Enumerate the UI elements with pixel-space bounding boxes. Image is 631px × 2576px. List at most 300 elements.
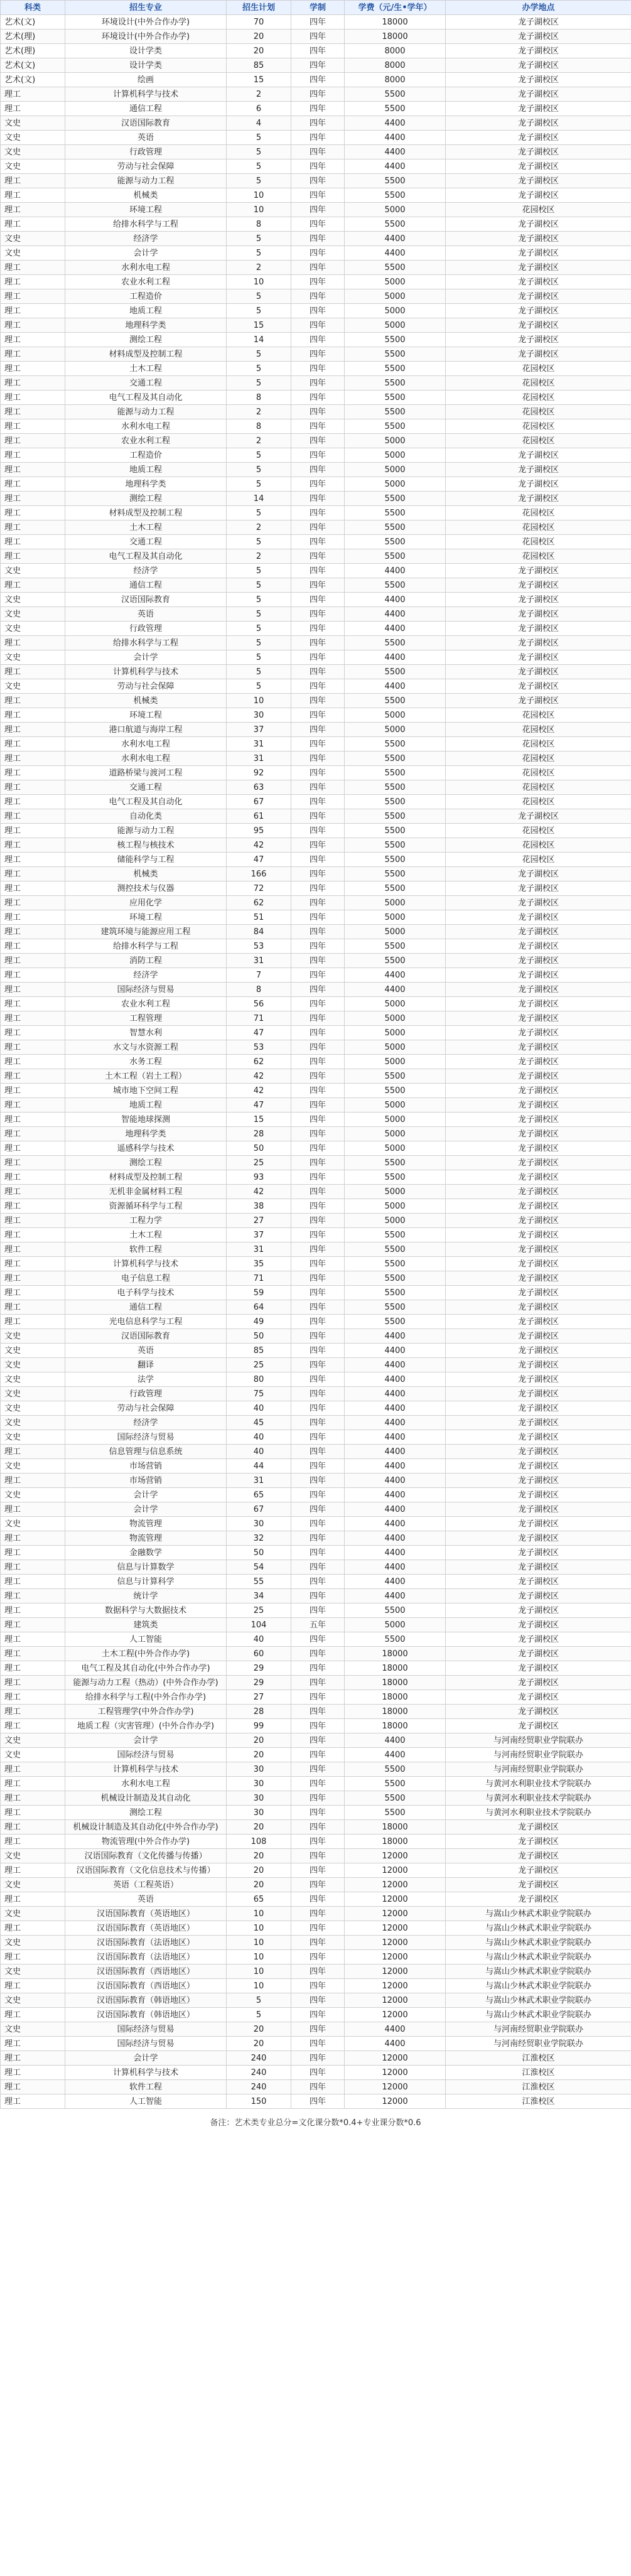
table-row [1, 1474, 631, 1488]
table-row [1, 838, 631, 853]
duration-cell: 四年 [291, 58, 345, 73]
table-row [1, 1170, 631, 1185]
campus-cell: 龙子湖校区 [446, 463, 631, 477]
tuition-cell: 5000 [345, 1040, 446, 1055]
campus-cell: 龙子湖校区 [446, 261, 631, 275]
category-cell: 理工 [1, 217, 65, 232]
major-cell: 水利水电工程 [65, 752, 227, 766]
major-cell: 金融数学 [65, 1546, 227, 1560]
table-row [1, 159, 631, 174]
campus-cell: 龙子湖校区 [446, 1531, 631, 1546]
table-row [1, 1603, 631, 1618]
campus-cell: 龙子湖校区 [446, 1098, 631, 1113]
tuition-cell: 18000 [345, 1690, 446, 1705]
duration-cell: 四年 [291, 1026, 345, 1040]
major-cell: 农业水利工程 [65, 434, 227, 448]
campus-cell: 龙子湖校区 [446, 679, 631, 694]
duration-cell: 四年 [291, 362, 345, 376]
footnote: 备注：艺术类专业总分=文化课分数*0.4+专业课分数*0.6 [210, 2118, 421, 2128]
campus-cell: 花园校区 [446, 549, 631, 564]
major-cell: 英语 [65, 1892, 227, 1907]
plan-cell: 10 [227, 1921, 291, 1936]
duration-cell: 四年 [291, 564, 345, 578]
tuition-cell: 4400 [345, 564, 446, 578]
category-cell: 理工 [1, 1271, 65, 1286]
category-cell: 文史 [1, 1344, 65, 1358]
major-cell: 材料成型及控制工程 [65, 1170, 227, 1185]
duration-cell: 四年 [291, 1603, 345, 1618]
table-row [1, 1242, 631, 1257]
table-row [1, 1040, 631, 1055]
plan-cell: 10 [227, 1979, 291, 1993]
major-cell: 行政管理 [65, 145, 227, 159]
duration-cell: 四年 [291, 1806, 345, 1820]
category-cell: 文史 [1, 116, 65, 131]
tuition-cell: 5500 [345, 1777, 446, 1791]
tuition-cell: 12000 [345, 1936, 446, 1950]
category-cell: 理工 [1, 968, 65, 983]
tuition-cell: 4400 [345, 1387, 446, 1401]
duration-cell: 四年 [291, 2008, 345, 2022]
duration-cell: 四年 [291, 1921, 345, 1936]
table-row [1, 1084, 631, 1098]
table-row [1, 2037, 631, 2051]
campus-cell: 花园校区 [446, 766, 631, 780]
category-cell: 理工 [1, 867, 65, 881]
major-cell: 水务工程 [65, 1055, 227, 1069]
tuition-cell: 5500 [345, 549, 446, 564]
major-cell: 材料成型及控制工程 [65, 506, 227, 520]
category-cell: 理工 [1, 708, 65, 723]
category-cell: 艺术(理) [1, 44, 65, 58]
plan-cell: 35 [227, 1257, 291, 1271]
table-row [1, 1098, 631, 1113]
category-cell: 文史 [1, 1878, 65, 1892]
campus-cell: 龙子湖校区 [446, 1474, 631, 1488]
plan-cell: 6 [227, 102, 291, 116]
campus-cell: 龙子湖校区 [446, 1113, 631, 1127]
tuition-cell: 5500 [345, 1069, 446, 1084]
tuition-cell: 5500 [345, 752, 446, 766]
major-cell: 资源循环科学与工程 [65, 1199, 227, 1214]
plan-cell: 65 [227, 1892, 291, 1907]
tuition-cell: 5500 [345, 362, 446, 376]
duration-cell: 四年 [291, 15, 345, 30]
header-campus: 办学地点 [446, 1, 631, 15]
table-row [1, 925, 631, 939]
duration-cell: 四年 [291, 1546, 345, 1560]
plan-cell: 5 [227, 506, 291, 520]
plan-cell: 44 [227, 1459, 291, 1474]
table-row [1, 1344, 631, 1358]
major-cell: 经济学 [65, 564, 227, 578]
major-cell: 会计学 [65, 1733, 227, 1748]
table-row [1, 622, 631, 636]
plan-cell: 40 [227, 1430, 291, 1445]
duration-cell: 四年 [291, 997, 345, 1011]
table-row [1, 1762, 631, 1777]
table-row [1, 1185, 631, 1199]
duration-cell: 四年 [291, 174, 345, 188]
table-row [1, 1748, 631, 1762]
category-cell: 理工 [1, 636, 65, 650]
campus-cell: 龙子湖校区 [446, 1835, 631, 1849]
category-cell: 理工 [1, 1445, 65, 1459]
plan-cell: 31 [227, 1474, 291, 1488]
category-cell: 理工 [1, 1791, 65, 1806]
tuition-cell: 12000 [345, 1863, 446, 1878]
plan-cell: 45 [227, 1416, 291, 1430]
duration-cell: 四年 [291, 1170, 345, 1185]
plan-cell: 50 [227, 1546, 291, 1560]
major-cell: 工程造价 [65, 448, 227, 463]
tuition-cell: 5500 [345, 766, 446, 780]
major-cell: 通信工程 [65, 102, 227, 116]
major-cell: 自动化类 [65, 809, 227, 824]
table-row [1, 58, 631, 73]
table-row [1, 2008, 631, 2022]
tuition-cell: 12000 [345, 2008, 446, 2022]
duration-cell: 四年 [291, 1835, 345, 1849]
major-cell: 测绘工程 [65, 333, 227, 347]
plan-cell: 53 [227, 939, 291, 954]
major-cell: 计算机科学与技术 [65, 2066, 227, 2080]
plan-cell: 95 [227, 824, 291, 838]
category-cell: 理工 [1, 1690, 65, 1705]
major-cell: 数据科学与大数据技术 [65, 1603, 227, 1618]
major-cell: 地质工程 [65, 463, 227, 477]
duration-cell: 四年 [291, 1733, 345, 1748]
major-cell: 经济学 [65, 968, 227, 983]
duration-cell: 四年 [291, 2080, 345, 2094]
plan-cell: 99 [227, 1719, 291, 1733]
tuition-cell: 4400 [345, 1459, 446, 1474]
campus-cell: 龙子湖校区 [446, 1228, 631, 1242]
table-row [1, 867, 631, 881]
table-row [1, 780, 631, 795]
plan-cell: 8 [227, 419, 291, 434]
duration-cell: 四年 [291, 809, 345, 824]
plan-cell: 55 [227, 1575, 291, 1589]
campus-cell: 龙子湖校区 [446, 1300, 631, 1315]
plan-cell: 20 [227, 1878, 291, 1892]
duration-cell: 四年 [291, 1141, 345, 1156]
campus-cell: 花园校区 [446, 535, 631, 549]
major-cell: 土木工程 [65, 520, 227, 535]
major-cell: 汉语国际教育（文化传播与传播） [65, 1849, 227, 1863]
table-row [1, 968, 631, 983]
major-cell: 经济学 [65, 1416, 227, 1430]
campus-cell: 龙子湖校区 [446, 1459, 631, 1474]
table-row [1, 650, 631, 665]
table-row [1, 1372, 631, 1387]
duration-cell: 四年 [291, 1387, 345, 1401]
plan-cell: 29 [227, 1661, 291, 1676]
duration-cell: 四年 [291, 2037, 345, 2051]
table-row [1, 1690, 631, 1705]
tuition-cell: 12000 [345, 2066, 446, 2080]
plan-cell: 34 [227, 1589, 291, 1603]
duration-cell: 四年 [291, 737, 345, 752]
campus-cell: 龙子湖校区 [446, 636, 631, 650]
plan-cell: 85 [227, 1344, 291, 1358]
table-row [1, 1026, 631, 1040]
duration-cell: 四年 [291, 535, 345, 549]
category-cell: 理工 [1, 376, 65, 391]
campus-cell: 龙子湖校区 [446, 188, 631, 203]
campus-cell: 与嵩山少林武术职业学院联办 [446, 1936, 631, 1950]
campus-cell: 龙子湖校区 [446, 1011, 631, 1026]
major-cell: 能源与动力工程（热动）(中外合作办学) [65, 1676, 227, 1690]
major-cell: 交通工程 [65, 780, 227, 795]
campus-cell: 龙子湖校区 [446, 304, 631, 318]
tuition-cell: 5500 [345, 1271, 446, 1286]
major-cell: 国际经济与贸易 [65, 1430, 227, 1445]
plan-cell: 20 [227, 30, 291, 44]
table-row [1, 289, 631, 304]
major-cell: 道路桥梁与渡河工程 [65, 766, 227, 780]
table-row [1, 203, 631, 217]
duration-cell: 四年 [291, 188, 345, 203]
category-cell: 理工 [1, 333, 65, 347]
major-cell: 会计学 [65, 1488, 227, 1502]
duration-cell: 四年 [291, 1575, 345, 1589]
plan-cell: 240 [227, 2051, 291, 2066]
tuition-cell: 4400 [345, 679, 446, 694]
campus-cell: 龙子湖校区 [446, 896, 631, 910]
category-cell: 艺术(文) [1, 15, 65, 30]
major-cell: 地理科学类 [65, 318, 227, 333]
plan-cell: 49 [227, 1315, 291, 1329]
duration-cell: 四年 [291, 1242, 345, 1257]
category-cell: 理工 [1, 1300, 65, 1315]
plan-cell: 5 [227, 665, 291, 679]
category-cell: 理工 [1, 1055, 65, 1069]
table-row [1, 362, 631, 376]
major-cell: 智慧水利 [65, 1026, 227, 1040]
header-plan: 招生计划 [227, 1, 291, 15]
duration-cell: 四年 [291, 1185, 345, 1199]
plan-cell: 5 [227, 679, 291, 694]
major-cell: 物流管理 [65, 1531, 227, 1546]
category-cell: 文史 [1, 650, 65, 665]
category-cell: 理工 [1, 939, 65, 954]
tuition-cell: 12000 [345, 1950, 446, 1964]
campus-cell: 龙子湖校区 [446, 939, 631, 954]
plan-cell: 5 [227, 174, 291, 188]
table-row [1, 232, 631, 246]
table-row [1, 1950, 631, 1964]
major-cell: 汉语国际教育（英语地区） [65, 1921, 227, 1936]
plan-cell: 5 [227, 347, 291, 362]
major-cell: 光电信息科学与工程 [65, 1315, 227, 1329]
major-cell: 国际经济与贸易 [65, 1748, 227, 1762]
plan-cell: 5 [227, 535, 291, 549]
plan-cell: 50 [227, 1329, 291, 1344]
tuition-cell: 5500 [345, 535, 446, 549]
duration-cell: 四年 [291, 1964, 345, 1979]
table-row [1, 1214, 631, 1228]
duration-cell: 四年 [291, 1748, 345, 1762]
category-cell: 理工 [1, 463, 65, 477]
tuition-cell: 4400 [345, 159, 446, 174]
tuition-cell: 5000 [345, 925, 446, 939]
plan-cell: 5 [227, 477, 291, 492]
tuition-cell: 5000 [345, 1113, 446, 1127]
major-cell: 人工智能 [65, 2094, 227, 2109]
duration-cell: 四年 [291, 1661, 345, 1676]
duration-cell: 四年 [291, 1531, 345, 1546]
major-cell: 给排水科学与工程 [65, 217, 227, 232]
header-duration: 学制 [291, 1, 345, 15]
category-cell: 理工 [1, 1632, 65, 1647]
table-row [1, 1676, 631, 1690]
table-row [1, 1791, 631, 1806]
major-cell: 汉语国际教育（法语地区） [65, 1950, 227, 1964]
plan-cell: 47 [227, 853, 291, 867]
duration-cell: 四年 [291, 1676, 345, 1690]
table-row [1, 477, 631, 492]
plan-cell: 40 [227, 1632, 291, 1647]
duration-cell: 四年 [291, 448, 345, 463]
major-cell: 电气工程及其自动化(中外合作办学) [65, 1661, 227, 1676]
category-cell: 文史 [1, 607, 65, 622]
campus-cell: 龙子湖校区 [446, 448, 631, 463]
tuition-cell: 12000 [345, 1849, 446, 1863]
header-major: 招生专业 [65, 1, 227, 15]
tuition-cell: 5500 [345, 694, 446, 708]
tuition-cell: 4400 [345, 1531, 446, 1546]
tuition-cell: 5000 [345, 1098, 446, 1113]
tuition-cell: 4400 [345, 1560, 446, 1575]
table-row [1, 333, 631, 347]
tuition-cell: 12000 [345, 1979, 446, 1993]
category-cell: 理工 [1, 405, 65, 419]
table-row [1, 145, 631, 159]
campus-cell: 龙子湖校区 [446, 217, 631, 232]
tuition-cell: 4400 [345, 1401, 446, 1416]
tuition-cell: 5000 [345, 1214, 446, 1228]
duration-cell: 四年 [291, 1055, 345, 1069]
major-cell: 机械类 [65, 867, 227, 881]
tuition-cell: 5500 [345, 1603, 446, 1618]
major-cell: 测绘工程 [65, 1806, 227, 1820]
campus-cell: 龙子湖校区 [446, 1199, 631, 1214]
plan-cell: 5 [227, 145, 291, 159]
tuition-cell: 5500 [345, 347, 446, 362]
category-cell: 理工 [1, 1603, 65, 1618]
category-cell: 理工 [1, 1257, 65, 1271]
table-row [1, 853, 631, 867]
table-row [1, 1416, 631, 1430]
duration-cell: 四年 [291, 1445, 345, 1459]
tuition-cell: 12000 [345, 1993, 446, 2008]
table-row [1, 2080, 631, 2094]
major-cell: 核工程与核技术 [65, 838, 227, 853]
campus-cell: 与嵩山少林武术职业学院联办 [446, 1907, 631, 1921]
plan-cell: 71 [227, 1271, 291, 1286]
tuition-cell: 4400 [345, 968, 446, 983]
tuition-cell: 12000 [345, 1892, 446, 1907]
plan-cell: 54 [227, 1560, 291, 1575]
tuition-cell: 5000 [345, 1199, 446, 1214]
duration-cell: 四年 [291, 1488, 345, 1502]
duration-cell: 四年 [291, 1300, 345, 1315]
table-row [1, 954, 631, 968]
tuition-cell: 4400 [345, 1589, 446, 1603]
plan-cell: 20 [227, 1863, 291, 1878]
campus-cell: 龙子湖校区 [446, 1069, 631, 1084]
campus-cell: 龙子湖校区 [446, 997, 631, 1011]
tuition-cell: 12000 [345, 1878, 446, 1892]
tuition-cell: 5000 [345, 203, 446, 217]
major-cell: 汉语国际教育 [65, 593, 227, 607]
duration-cell: 四年 [291, 1849, 345, 1863]
plan-cell: 31 [227, 954, 291, 968]
campus-cell: 龙子湖校区 [446, 1705, 631, 1719]
category-cell: 文史 [1, 1936, 65, 1950]
plan-cell: 65 [227, 1488, 291, 1502]
plan-cell: 166 [227, 867, 291, 881]
duration-cell: 四年 [291, 1936, 345, 1950]
campus-cell: 与黄河水利职业技术学院联办 [446, 1791, 631, 1806]
duration-cell: 四年 [291, 492, 345, 506]
tuition-cell: 5000 [345, 275, 446, 289]
campus-cell: 江淮校区 [446, 2051, 631, 2066]
table-row [1, 1647, 631, 1661]
category-cell: 理工 [1, 289, 65, 304]
category-cell: 理工 [1, 1762, 65, 1777]
tuition-cell: 4400 [345, 1430, 446, 1445]
duration-cell: 四年 [291, 506, 345, 520]
tuition-cell: 8000 [345, 58, 446, 73]
category-cell: 理工 [1, 1892, 65, 1907]
category-cell: 理工 [1, 1820, 65, 1835]
campus-cell: 花园校区 [446, 376, 631, 391]
table-row [1, 1502, 631, 1517]
category-cell: 文史 [1, 622, 65, 636]
campus-cell: 花园校区 [446, 853, 631, 867]
campus-cell: 龙子湖校区 [446, 1286, 631, 1300]
category-cell: 理工 [1, 1084, 65, 1098]
tuition-cell: 4400 [345, 1517, 446, 1531]
major-cell: 机械设计制造及其自动化(中外合作办学) [65, 1820, 227, 1835]
category-cell: 理工 [1, 434, 65, 448]
duration-cell: 四年 [291, 1762, 345, 1777]
tuition-cell: 12000 [345, 1907, 446, 1921]
category-cell: 理工 [1, 1676, 65, 1690]
campus-cell: 龙子湖校区 [446, 1863, 631, 1878]
table-row [1, 535, 631, 549]
table-row [1, 1777, 631, 1791]
campus-cell: 龙子湖校区 [446, 289, 631, 304]
table-row [1, 910, 631, 925]
campus-cell: 与黄河水利职业技术学院联办 [446, 1806, 631, 1820]
duration-cell: 四年 [291, 1271, 345, 1286]
duration-cell: 四年 [291, 73, 345, 87]
table-row [1, 939, 631, 954]
table-row [1, 1733, 631, 1748]
campus-cell: 花园校区 [446, 434, 631, 448]
tuition-cell: 18000 [345, 1661, 446, 1676]
table-row [1, 1993, 631, 2008]
major-cell: 法学 [65, 1372, 227, 1387]
table-row [1, 246, 631, 261]
campus-cell: 龙子湖校区 [446, 145, 631, 159]
duration-cell: 四年 [291, 1517, 345, 1531]
plan-cell: 47 [227, 1026, 291, 1040]
plan-cell: 27 [227, 1690, 291, 1705]
